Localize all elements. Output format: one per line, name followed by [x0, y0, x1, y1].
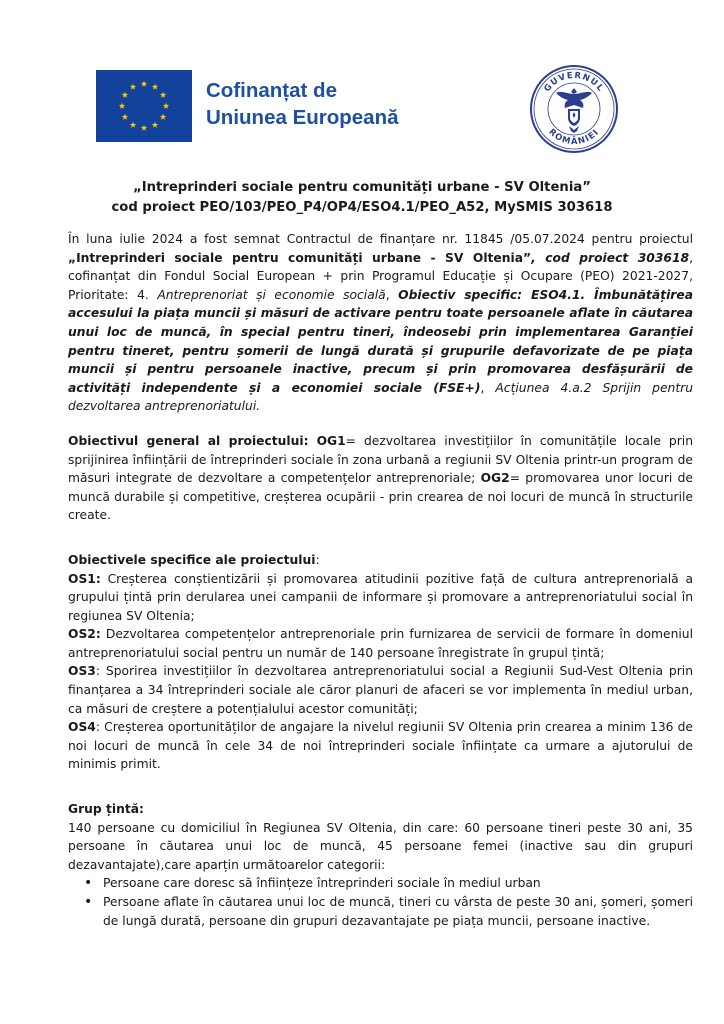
title-line-2: cod proiect PEO/103/PEO_P4/OP4/ESO4.1/PEO_A52, MySMIS 303618 [111, 200, 613, 215]
document-body [68, 230, 693, 930]
intro-project-code: , cod proiect 303618 [531, 250, 690, 265]
og2-text: = promovarea unor locuri de muncă durabile și competitive, creșterea ocupării - prin crearea de noi locuri de muncă în structurile create. [68, 471, 693, 523]
specific-objectives-heading [68, 551, 693, 570]
intro-project-name: „Intreprinderi sociale pentru comunități urbane - SV Oltenia” [68, 250, 532, 265]
romanian-government-seal-icon [529, 64, 619, 154]
og1-label: OG1 [316, 433, 346, 448]
og2-label: OG2 [480, 471, 510, 486]
specific-objectives-colon: : [315, 552, 320, 567]
svg-text:GUVERNUL: GUVERNUL [542, 70, 606, 95]
os2-label: OS2: [68, 627, 101, 642]
og1-text: = dezvoltarea investițiilor în comunitățile locale prin sprijinirea înființării de întreprinderi sociale în zona urbană a regiunii SV Oltenia printr-un program de măsuri integrate de dezvoltare a competențelor antreprenoriale; [68, 433, 693, 486]
eu-banner-line1: Cofinanțat de [206, 79, 337, 102]
specific-objectives-title: Obiectivele specifice ale proiectului [68, 552, 316, 567]
general-objective-paragraph [68, 432, 693, 525]
list-item: • Persoane care doresc să înființeze întreprinderi sociale în mediul urban [103, 874, 693, 893]
intro-paragraph [68, 230, 693, 416]
eu-banner-line2: Uniunea Europeană [206, 106, 399, 129]
target-group-list [68, 874, 693, 930]
target-group-heading: Grup țintă: [68, 802, 144, 817]
intro-action: Acțiunea 4.a.2 Sprijin pentru dezvoltarea antreprenoriatului. [68, 380, 693, 414]
os2-text: Dezvoltarea competențelor antreprenoriale prin furnizarea de servicii de formare în domeniul antreprenoriatului social pentru un număr de 140 persoane înregistrate în grupul țintă; [68, 627, 693, 660]
os4-text: : Creșterea oportunităților de angajare la nivelul regiunii SV Oltenia prin crearea a minim 136 de noi locuri de muncă în cele 34 de noi întreprinderi sociale înființate ca urmare a ajutorului de minimis primit. [68, 720, 693, 772]
intro-text-1: În luna iulie 2024 a fost semnat Contractul de finanțare nr. 11845 /05.07.2024 pentru proiectul [68, 232, 693, 246]
intro-specific-objective: Obiectiv specific: ESO4.1. Îmbunătățirea accesului la piața muncii și măsuri de activare pentru toate persoanele aflate în căutarea unui loc de muncă, în special pentru tineri, îndeosebi prin implementarea Garanției pentru tineret, pentru șomerii de lungă durată și grupurile defavorizate de pe piața muncii și pentru persoanele inactive, precum și prin promovarea desfășurării de activități independente și a economiei sociale (FSE+) [68, 287, 694, 395]
svg-text:ROMÂNIEI: ROMÂNIEI [546, 127, 602, 148]
eu-banner-text [206, 77, 399, 131]
specific-objective-os2 [68, 625, 693, 662]
os3-label: OS3 [68, 664, 96, 679]
eu-flag-icon [96, 70, 192, 142]
os1-label: OS1: [68, 571, 101, 586]
list-item: • Persoane aflate în căutarea unui loc de muncă, tineri cu vârsta de peste 30 ani, șomeri, șomeri de lungă durată, persoane din grupuri dezavantajate pe piața muncii, persoane inactive. [103, 893, 693, 930]
document-title [60, 178, 664, 218]
eu-cofinancing-banner [96, 70, 434, 142]
os1-text: Creșterea conștientizării și promovarea atitudinii pozitive față de cultura antreprenorială a grupului țintă prin derularea unei campanii de informare și promovare a antreprenoriatului social în regiunea SV Oltenia; [68, 571, 693, 623]
intro-text-4: , [480, 380, 496, 395]
specific-objective-os3 [68, 662, 693, 718]
intro-text-3: , [385, 287, 399, 302]
target-group-text: 140 persoane cu domiciliul în Regiunea SV Oltenia, din care: 60 persoane tineri peste 30 ani, 35 persoane în căutarea unui loc de muncă, 45 persoane femei (inactive sau din grupuri dezavantajate),care aparțin următoarelor categorii: [68, 820, 693, 872]
specific-objective-os4 [68, 718, 693, 774]
intro-priority-name: Antreprenoriat și economie socială [157, 287, 386, 302]
os4-label: OS4 [68, 720, 96, 735]
general-objective-label: Obiectivul general al proiectului: [68, 433, 309, 448]
intro-text-2: , cofinanțat din Fondul Social European + prin Programul Educație și Ocupare (PEO) 2021-2027, Prioritate: 4. [68, 250, 693, 302]
os3-text: : Sporirea investițiilor în dezvoltarea antreprenoriatului social a Regiunii Sud-Vest Oltenia prin finanțarea a 34 întreprinderi sociale ale căror planuri de afaceri se vor implementa în mediul urban, ca măsuri de creștere a potențialului acestor comunități; [68, 664, 693, 716]
specific-objective-os1 [68, 570, 693, 626]
title-line-1: „Intreprinderi sociale pentru comunități urbane - SV Oltenia” [133, 180, 591, 195]
